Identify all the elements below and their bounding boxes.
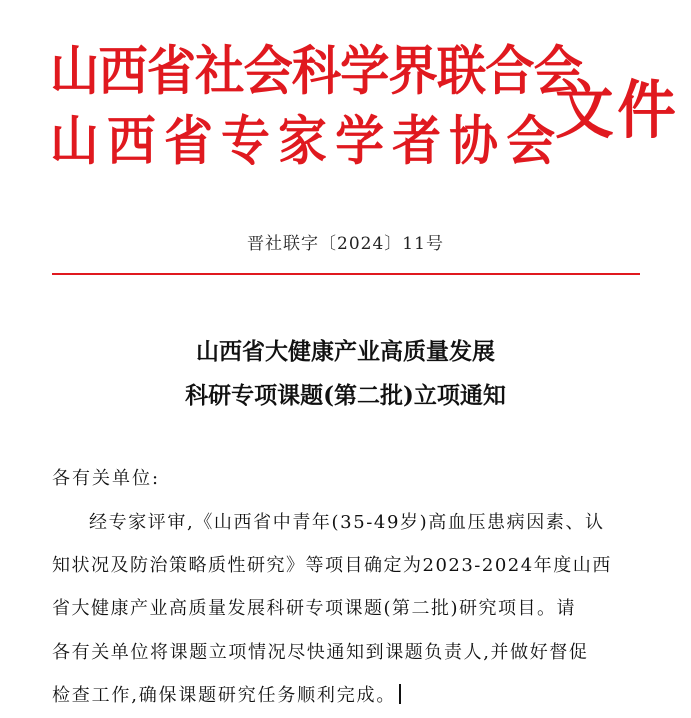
masthead-issuer-2: 山西省专家学者协会 [50, 111, 564, 172]
text-cursor [399, 684, 401, 704]
salutation: 各有关单位: [52, 468, 161, 489]
body-line: 各有关单位将课题立项情况尽快通知到课题负责人,并做好督促 [52, 642, 589, 663]
body-line-last[interactable] [52, 683, 401, 709]
body-line: 经专家评审,《山西省中青年(35-49岁)高血压患病因素、认 [89, 512, 605, 533]
document-title-line-1: 山西省大健康产业高质量发展 [196, 338, 495, 365]
body-line-text: 检查工作,确保课题研究任务顺利完成。 [52, 685, 397, 706]
red-divider [52, 273, 640, 275]
masthead-document-label: 文件 [555, 74, 680, 147]
document-title-line-2: 科研专项课题(第二批)立项通知 [185, 382, 506, 409]
masthead-issuer-1: 山西省社会科学界联合会 [50, 41, 582, 102]
body-line: 省大健康产业高质量发展科研专项课题(第二批)研究项目。请 [52, 598, 577, 619]
document-number: 晋社联字〔2024〕11号 [247, 234, 444, 254]
red-masthead [50, 41, 680, 192]
body-line: 知状况及防治策略质性研究》等项目确定为2023-2024年度山西 [52, 555, 612, 576]
